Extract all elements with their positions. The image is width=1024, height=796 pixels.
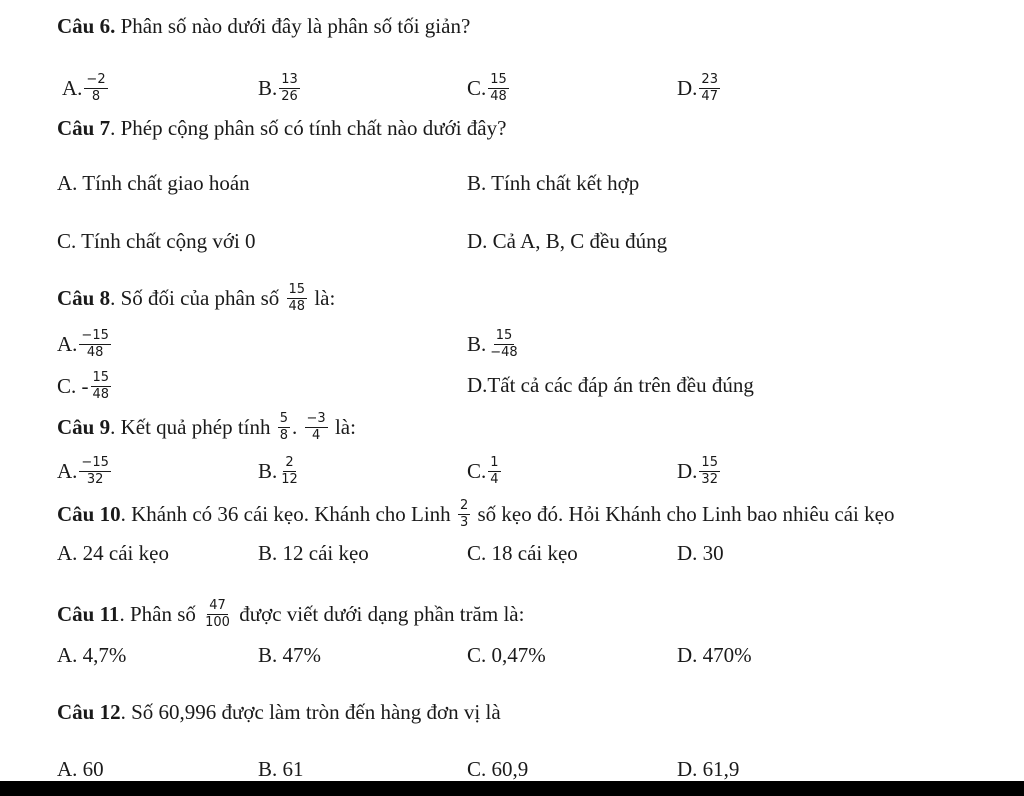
q9-option-d-fraction (699, 456, 720, 486)
q6-b-denominator: 26 (281, 88, 298, 104)
question-12-label: Câu 12 (57, 700, 121, 724)
question-11-label: Câu 11 (57, 601, 120, 626)
q12-option-a: A. 60 (57, 757, 104, 781)
q6-d-denominator: 47 (701, 88, 718, 104)
question-8-text-after: là: (314, 285, 336, 310)
q9-option-b (258, 455, 302, 488)
question-11 (57, 598, 525, 631)
question-8 (57, 282, 336, 315)
q11-option-c: C. 0,47% (467, 643, 546, 667)
q6-option-a-letter: A. (62, 75, 83, 100)
q6-d-numerator: 23 (701, 72, 718, 87)
q9-a-denominator: 32 (86, 471, 104, 487)
q9-option-d-letter: D. (677, 458, 698, 483)
question-8-fraction (287, 283, 308, 313)
question-9-text-after: là: (334, 414, 356, 439)
question-9-multiply-dot: . (292, 414, 298, 439)
question-10-text-before: . Khánh có 36 cái kẹo. Khánh cho Linh (120, 501, 451, 526)
q7-option-d: D. Cả A, B, C đều đúng (467, 229, 668, 253)
q6-option-b-letter: B. (258, 75, 278, 100)
q9-option-c-letter: C. (467, 458, 487, 483)
question-10-fraction (458, 499, 470, 529)
q11-fraction-numerator: 47 (209, 598, 226, 613)
q6-option-a (62, 72, 110, 105)
q12-option-d: D. 61,9 (677, 757, 740, 781)
q9-option-c (467, 455, 503, 488)
q12-option-b: B. 61 (258, 757, 304, 781)
q8-option-a-fraction (79, 329, 110, 359)
question-12 (57, 702, 501, 723)
question-6 (57, 16, 470, 37)
q10-option-a: A. 24 cái kẹo (57, 541, 169, 565)
question-7-label: Câu 7 (57, 116, 111, 140)
q8-option-b-fraction (488, 329, 519, 359)
q8-option-b-letter: B. (467, 331, 487, 356)
q6-option-b (258, 72, 302, 105)
q10-option-c: C. 18 cái kẹo (467, 541, 578, 565)
q8-a-denominator: 48 (86, 344, 104, 360)
q7-option-b: B. Tính chất kết hợp (467, 171, 640, 195)
q6-option-c-fraction (488, 73, 509, 103)
question-10-label: Câu 10 (57, 501, 121, 526)
q9-fraction1-numerator: 5 (279, 411, 289, 426)
q8-b-numerator: 15 (495, 328, 513, 343)
question-12-text: . Số 60,996 được làm tròn đến hàng đơn vị là (120, 700, 501, 724)
q6-option-a-fraction (84, 73, 107, 103)
question-9-text-before: . Kết quả phép tính (110, 414, 271, 439)
question-9-fraction-2 (305, 412, 328, 442)
q6-a-numerator: −2 (86, 72, 106, 87)
q8-c-denominator: 48 (92, 386, 110, 402)
q6-option-d-fraction (699, 73, 720, 103)
q6-option-c-letter: C. (467, 75, 487, 100)
q9-c-denominator: 4 (490, 471, 499, 487)
q7-option-a: A. Tính chất giao hoán (57, 171, 250, 195)
question-7-text: . Phép cộng phân số có tính chất nào dưới đây? (110, 116, 507, 140)
q11-option-d: D. 470% (677, 643, 752, 667)
question-7 (57, 118, 506, 139)
q8-b-denominator: −48 (490, 344, 518, 360)
q9-option-a-fraction (79, 456, 110, 486)
q12-option-c: C. 60,9 (467, 757, 529, 781)
q6-option-d-letter: D. (677, 75, 698, 100)
q9-a-numerator: −15 (81, 455, 109, 470)
question-6-label: Câu 6. (57, 14, 116, 38)
question-10 (57, 498, 895, 531)
q9-option-a (57, 455, 113, 488)
q9-fraction2-numerator: −3 (306, 411, 326, 426)
q6-option-b-fraction (279, 73, 300, 103)
question-9 (57, 411, 356, 444)
question-10-text-after: số kẹo đó. Hỏi Khánh cho Linh bao nhiêu cái kẹo (477, 501, 895, 526)
q9-option-a-letter: A. (57, 458, 78, 483)
q11-option-b: B. 47% (258, 643, 321, 667)
q6-c-numerator: 15 (490, 72, 507, 87)
question-8-text-before: . Số đối của phân số (110, 285, 280, 310)
q8-c-numerator: 15 (92, 370, 110, 385)
q9-option-c-fraction (488, 456, 500, 486)
q11-option-a: A. 4,7% (57, 643, 127, 667)
q9-fraction2-denominator: 4 (311, 427, 321, 443)
q8-option-b (467, 328, 522, 361)
q8-option-d: D.Tất cả các đáp án trên đều đúng (467, 373, 754, 397)
q9-b-denominator: 12 (281, 471, 298, 487)
question-11-fraction (203, 599, 232, 629)
q11-fraction-denominator: 100 (205, 614, 230, 630)
q6-b-numerator: 13 (281, 72, 298, 87)
question-6-text: Phân số nào dưới đây là phân số tối giản? (115, 14, 471, 38)
q9-option-d (677, 455, 722, 488)
q6-a-denominator: 8 (91, 88, 101, 104)
q8-option-a (57, 328, 113, 361)
q8-a-numerator: −15 (81, 328, 109, 343)
q8-fraction-denominator: 48 (288, 298, 306, 314)
q8-option-c (57, 370, 113, 403)
q9-fraction1-denominator: 8 (279, 427, 289, 443)
question-9-label: Câu 9 (57, 414, 111, 439)
q9-option-b-fraction (279, 456, 300, 486)
q6-option-c (467, 72, 511, 105)
q9-d-denominator: 32 (701, 471, 718, 487)
q10-fraction-numerator: 2 (459, 498, 469, 513)
q8-option-a-letter: A. (57, 331, 78, 356)
q9-b-numerator: 2 (285, 455, 294, 470)
q9-d-numerator: 15 (701, 455, 718, 470)
q6-option-d (677, 72, 722, 105)
q8-option-c-letter: C. - (57, 373, 89, 398)
q10-fraction-denominator: 3 (459, 514, 469, 530)
q6-c-denominator: 48 (490, 88, 507, 104)
q10-option-d: D. 30 (677, 541, 724, 565)
q9-option-b-letter: B. (258, 458, 278, 483)
q8-fraction-numerator: 15 (288, 282, 306, 297)
question-9-fraction-1 (278, 412, 290, 442)
question-11-text-before: . Phân số (119, 601, 196, 626)
question-8-label: Câu 8 (57, 285, 111, 310)
q8-option-c-fraction (91, 371, 112, 401)
bottom-black-bar (0, 781, 1024, 796)
q9-c-numerator: 1 (490, 455, 499, 470)
q7-option-c: C. Tính chất cộng với 0 (57, 229, 256, 253)
question-11-text-after: được viết dưới dạng phần trăm là: (239, 601, 525, 626)
q10-option-b: B. 12 cái kẹo (258, 541, 369, 565)
